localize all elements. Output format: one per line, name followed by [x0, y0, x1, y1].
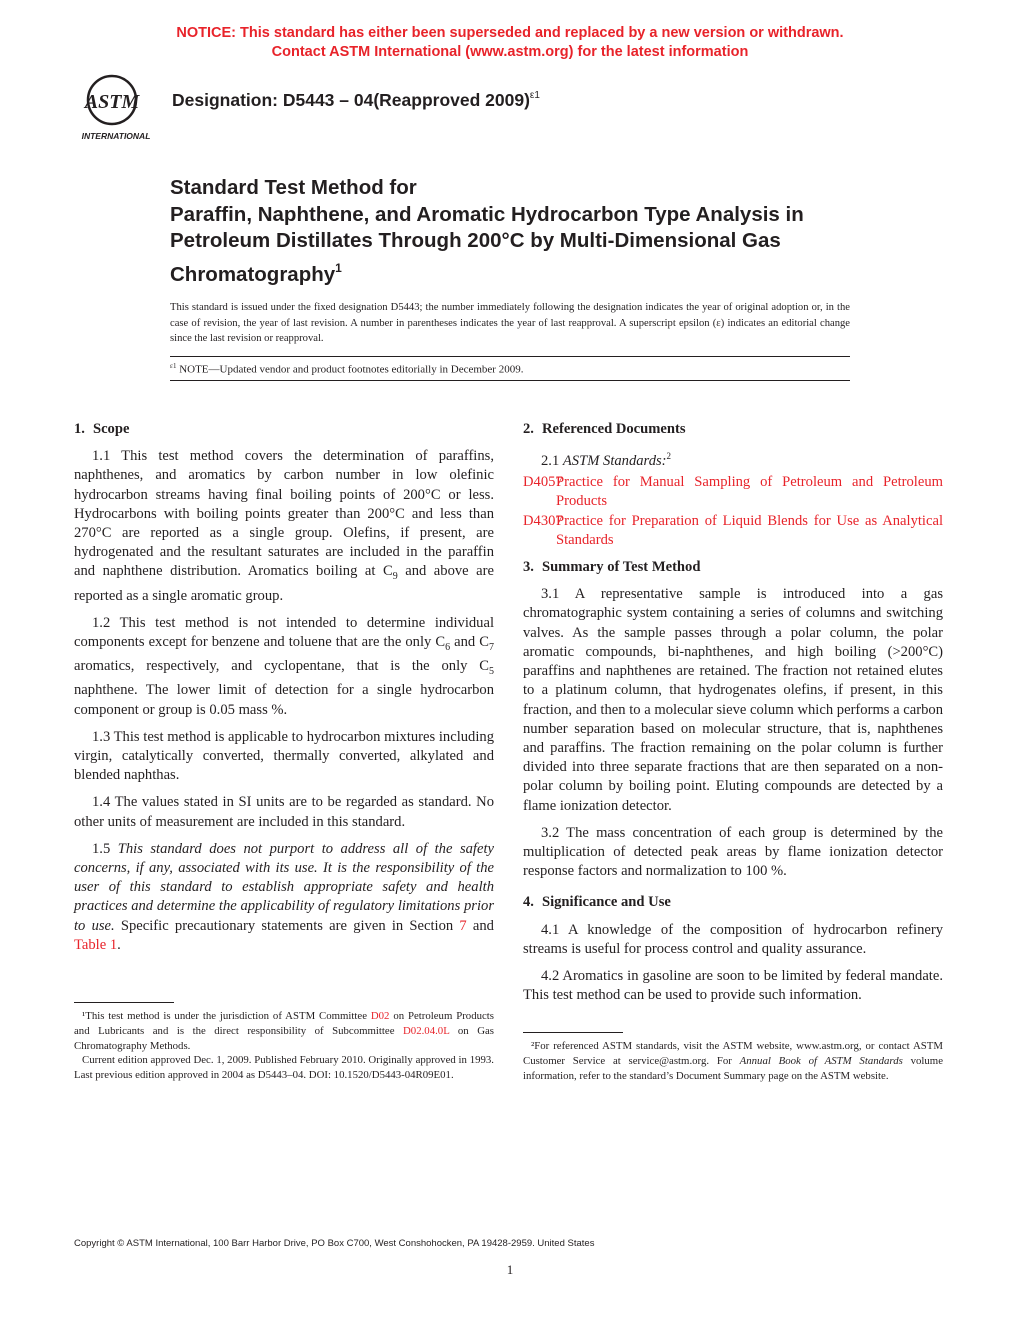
reference-d4057[interactable]: D4057 Practice for Manual Sampling of Petroleum and Petroleum Products — [523, 474, 943, 510]
document-title — [170, 175, 850, 288]
footnote-2: ²For referenced ASTM standards, visit the ASTM website, www.astm.org, or contact ASTM Customer Service at service@astm.org. For Annual Book of ASTM Standards volume information, refer to the standard’s Document Summary page on the ASTM website. — [523, 1040, 943, 1082]
logo-mark: ASTM — [84, 91, 140, 113]
right-column — [523, 420, 943, 1013]
superseded-notice — [0, 24, 1020, 62]
copyright-line: Copyright © ASTM International, 100 Barr Harbor Drive, PO Box C700, West Conshohocken, PA 19428-2959. United States — [74, 1238, 595, 1249]
left-column — [74, 420, 494, 963]
notice-line-1: NOTICE: This standard has either been superseded and replaced by a new version or withdrawn. — [176, 25, 844, 41]
link-table-1[interactable]: Table 1 — [74, 936, 118, 953]
paragraph-1-5: 1.5 This standard does not purport to address all of the safety concerns, if any, associated with its use. It is the responsibility of the user of this standard to establish appropriate safety and health practices and determine the applicability of regulatory limitations prior to use. Specific precautionary statements are given in Section 7 and Table 1. — [74, 840, 494, 953]
link-subcommittee[interactable]: D02.04.0L — [403, 1024, 450, 1037]
page-number: 1 — [506, 1262, 514, 1277]
paragraph-3-1: 3.1 A representative sample is introduced into a gas chromatographic system containing a series of columns and switching valves. As the sample passes through a polar column, the polar aromatic compounds, bi-naphthenes, and high boiling (>200°C) paraffins and naphthenes are retained. The fraction not retained elutes to a platinum column, that hydrogenates olefins, if present, in this fraction, and then to a molecular sieve column which performs a carbon number separation based on molecular structure, that is, naphthenes and paraffins. The fraction remaining on the polar column is further divided into three separate fractions that are then separated on a non-polar column by boiling point. Eluting compounds are detected by a flame ionization detector. — [523, 586, 943, 814]
editorial-note — [170, 356, 850, 381]
note-epsilon: ε1 — [170, 362, 177, 370]
footnote-1-edition: Current edition approved Dec. 1, 2009. Published February 2010. Originally approved in 1993. Last previous edition approved in 2004 as D5443–04. DOI: 10.1520/D5443-04R09E01. — [74, 1054, 494, 1082]
notice-line-2: Contact ASTM International (www.astm.org) for the latest information — [271, 44, 749, 60]
astm-international-logo — [72, 72, 162, 142]
paragraph-4-1: 4.1 A knowledge of the composition of hydrocarbon refinery streams is useful for process control and quality assurance. — [523, 921, 943, 957]
reference-d4307[interactable]: D4307 Practice for Preparation of Liquid Blends for Use as Analytical Standards — [523, 512, 943, 548]
paragraph-3-2: 3.2 The mass concentration of each group is determined by the multiplication of detected peak areas by flame ionization detector response factors and normalization to 100 %. — [523, 824, 943, 880]
paragraph-1-4: 1.4 The values stated in SI units are to be regarded as standard. No other units of measurement are included in this standard. — [74, 794, 494, 830]
link-committee-d02[interactable]: D02 — [370, 1010, 390, 1022]
paragraph-1-1: 1.1 This test method covers the determination of paraffins, naphthenes, and aromatics by carbon number in low olefinic hydrocarbon streams having final boiling points of 200°C or less. Hydrocarbons with boiling points greater than 200°C and less than 270°C are reported as a single group. Olefins, if present, are hydrogenated and the resultant saturates are included in the paraffin and naphthene distribution. Aromatics boiling at $C_9$ and above are reported as a single aromatic group. — [74, 448, 494, 604]
footnotes-right — [523, 1032, 943, 1083]
issuance-statement: This standard is issued under the fixed designation D5443; the number immediately following the designation indicates the year of original adoption or, in the case of revision, the year of last revision. A number in parentheses indicates the year of last reapproval. A superscript epsilon (ε) indicates an editorial change since the last revision or reapproval. — [170, 302, 850, 344]
paragraph-1-3: 1.3 This test method is applicable to hydrocarbon mixtures including virgin, catalytically converted, thermally converted, alkylated and blended naphthas. — [74, 728, 494, 784]
section-heading-significance: 4. Significance and Use — [523, 894, 671, 911]
paragraph-2-1: 2.1 ASTM Standards:$^2$ — [541, 451, 672, 470]
designation-text: Designation: D5443 – 04(Reapproved 2009) — [172, 90, 530, 110]
title-footnote-ref: 1 — [335, 260, 342, 275]
link-section-7[interactable]: 7 — [459, 917, 467, 934]
footnote-rule — [74, 1002, 174, 1003]
logo-subtitle: INTERNATIONAL — [81, 131, 151, 141]
section-heading-referenced: 2. Referenced Documents — [523, 421, 686, 437]
paragraph-1-2: 1.2 This test method is not intended to determine individual components except for benzene and toluene that are the only $C_6$ and $C_7$ aromatics, respectively, and cyclopentane, that is the only $C_5$ naphthene. The lower limit of detection for a single hydrocarbon component or group is 0.05 mass %. — [74, 614, 495, 718]
designation-epsilon: ε1 — [529, 90, 540, 101]
title-main: Paraffin, Naphthene, and Aromatic Hydrocarbon Type Analysis in Petroleum Distillates Through 200°C by Multi-Dimensional Gas Chromatography — [170, 202, 804, 286]
designation — [172, 90, 540, 111]
note-text: NOTE—Updated vendor and product footnotes editorially in December 2009. — [176, 363, 524, 376]
footnote-rule — [523, 1032, 623, 1033]
section-heading-scope: 1. Scope — [74, 421, 130, 437]
section-heading-summary: 3. Summary of Test Method — [523, 559, 701, 576]
footnote-1: ¹This test method is under the jurisdiction of ASTM Committee D02 on Petroleum Products and Lubricants and is the direct responsibility of Subcommittee D02.04.0L on Gas Chromatography Methods. — [74, 1010, 494, 1052]
title-line-1: Standard Test Method for — [170, 176, 417, 199]
footnotes-left — [74, 1002, 494, 1083]
paragraph-4-2: 4.2 Aromatics in gasoline are soon to be limited by federal mandate. This test method can be used to provide such information. — [523, 967, 943, 1004]
